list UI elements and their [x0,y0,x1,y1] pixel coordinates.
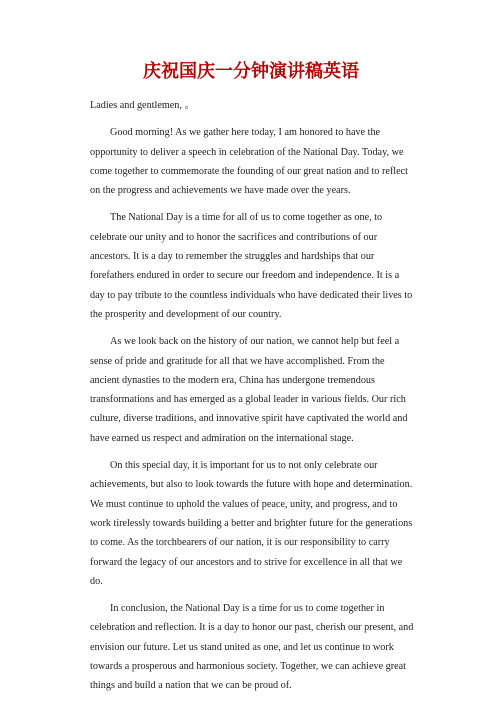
document-title: 庆祝国庆一分钟演讲稿英语 [143,61,359,82]
paragraph-3: As we look back on the history of our nation, we cannot help but feel a sense of pride and gratitude for all that we have accomplished. From the ancient dynasties to the modern era, China has undergone tremendous transformations and has emerged as a global leader in various fields. Our rich culture, diverse traditions, and innovative spirit have captivated the world and have earned us respect and admiration on the international stage. [90,336,408,444]
paragraph-2: The National Day is a time for all of us to come together as one, to celebrate our unity and to honor the sacrifices and contributions of our ancestors. It is a day to remember the struggles and hardships that our forefathers endured in order to secure our freedom and independence. It is a day to pay tribute to the countless individuals who have dedicated their lives to the prosperity and development of our country. [90,212,413,320]
paragraph-1: Good morning! As we gather here today, I am honored to have the opportunity to deliver a speech in celebration of the National Day. Today, we come together to commemorate the founding of our great nation and to reflect on the progress and achievements we have made over the years. [90,127,408,197]
paragraph-5: In conclusion, the National Day is a time for us to come together in celebration and reflection. It is a day to honor our past, cherish our present, and envision our future. Let us stand united as one, and let us continue to work towards a prosperous and harmonious society. Together, we can achieve great things and build a nation that we can be proud of. [90,603,414,692]
paragraph-4: On this special day, it is important for us to not only celebrate our achievements, but also to look towards the future with hope and determination. We must continue to uphold the values of peace, unity, and progress, and to work tirelessly towards building a better and brighter future for the generations to come. As the torchbearers of our nation, it is our responsibility to carry forward the legacy of our ancestors and to strive for excellence in all that we do. [90,460,413,587]
document-body [90,96,415,704]
salutation: Ladies and gentlemen, 。 [90,100,195,111]
